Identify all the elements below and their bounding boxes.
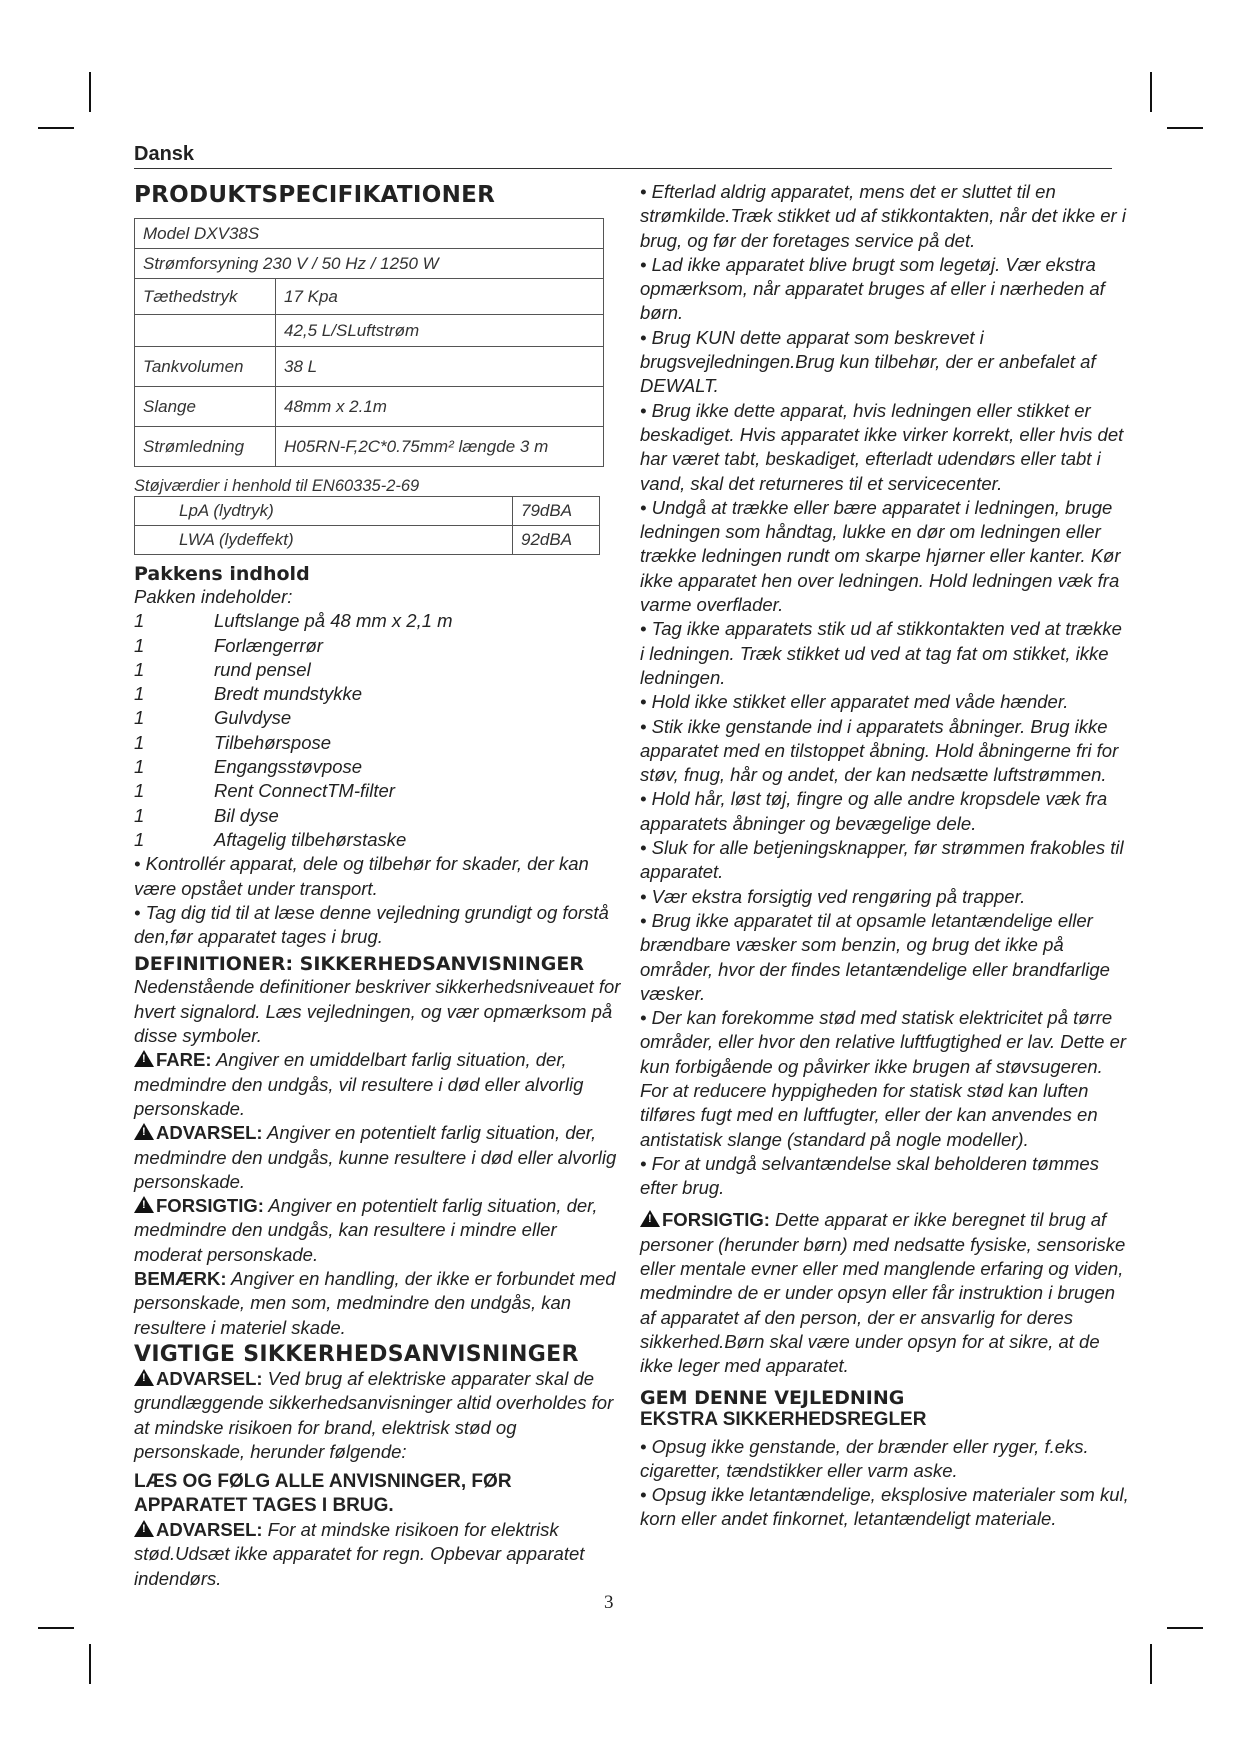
- warning-icon: [134, 1123, 154, 1140]
- list-item: [134, 779, 624, 803]
- safety-bullet: • Sluk for alle betjeningsknapper, før strømmen frakobles til apparatet.: [640, 837, 1124, 883]
- forsigtig-definition: [134, 1194, 624, 1267]
- item-name: Gulvdyse: [214, 707, 292, 729]
- package-intro: Pakken indeholder:: [134, 586, 293, 607]
- spec-value: 48mm x 2.1m: [276, 387, 604, 427]
- warning-icon: [134, 1520, 154, 1537]
- item-qty: 1: [134, 634, 145, 656]
- spec-label: Strømledning: [135, 427, 276, 467]
- safety-bullet: • Brug KUN dette apparat som beskrevet i brugsvejledningen.Brug kun tilbehør, der er anbefalet af DEWALT.: [640, 326, 1096, 397]
- fare-text: Angiver en umiddelbart farlig situation, der, medmindre den undgås, vil resultere i død eller alvorlig personskade.: [134, 1049, 584, 1119]
- spec-value: 38 L: [276, 347, 604, 387]
- noise-value: 79dBA: [513, 497, 600, 526]
- crop-mark: [1167, 1627, 1203, 1629]
- header-rule: [134, 168, 1112, 169]
- spec-label: Tæthedstryk: [135, 279, 276, 315]
- crop-mark: [89, 72, 91, 112]
- crop-mark: [89, 1644, 91, 1684]
- item-name: Rent ConnectTM-filter: [214, 780, 395, 802]
- table-row: [135, 279, 604, 315]
- list-item: [134, 706, 624, 730]
- important-title: VIGTIGE SIKKERHEDSANVISNINGER: [134, 1341, 579, 1367]
- safety-bullet: • Hold ikke stikket eller apparatet med våde hænder.: [640, 691, 1069, 713]
- item-qty: 1: [134, 756, 145, 778]
- warning-label: ADVARSEL:: [156, 1519, 263, 1541]
- item-qty: 1: [134, 780, 145, 802]
- definitions-intro: Nedenstående definitioner beskriver sikkerhedsniveauet for hvert signalord. Læs vejledningen, og vær opmærksom på disse symboler.: [134, 976, 621, 1047]
- forsigtig-label: FORSIGTIG:: [156, 1195, 264, 1217]
- item-qty: 1: [134, 658, 145, 680]
- safety-bullet: • Lad ikke apparatet blive brugt som legetøj. Vær ekstra opmærksom, når apparatet bruges af eller i nærheden af børn.: [640, 253, 1105, 324]
- caution-text: Dette apparat er ikke beregnet til brug af personer (herunder børn) med nedsatte fysiske, sensoriske eller mentale evner eller med manglende erfaring og viden, medmindre de er under opsyn eller får instruktion i brugen af apparatet af den person, der er ansvarlig for deres sikkerhed.Børn skal være under opsyn for at sikre, at de ikke leger med apparatet.: [640, 1209, 1126, 1377]
- table-row: [135, 387, 604, 427]
- noise-label: LpA (lydtryk): [135, 497, 513, 526]
- spec-label: [135, 315, 276, 347]
- caution-label: FORSIGTIG:: [662, 1209, 770, 1231]
- save-instructions-heading: GEM DENNE VEJLEDNING: [640, 1386, 905, 1409]
- item-qty: 1: [134, 828, 145, 850]
- check-paragraph: • Tag dig tid til at læse denne vejledning grundigt og forstå den,før apparatet tages i brug.: [134, 901, 609, 948]
- table-row: [135, 315, 604, 347]
- noise-value: 92dBA: [513, 526, 600, 555]
- item-name: Engangsstøvpose: [214, 756, 363, 778]
- package-title: Pakkens indhold: [134, 563, 310, 585]
- bemaerk-label: BEMÆRK:: [134, 1268, 227, 1290]
- advarsel-definition: [134, 1121, 624, 1194]
- list-item: [134, 658, 624, 682]
- list-item: [134, 609, 624, 633]
- item-name: Forlængerrør: [214, 634, 323, 656]
- safety-bullet: • For at undgå selvantændelse skal beholderen tømmes efter brug.: [640, 1152, 1099, 1199]
- spec-label: Slange: [135, 387, 276, 427]
- definitions-title: DEFINITIONER: SIKKERHEDSANVISNINGER: [134, 953, 584, 976]
- crop-mark: [1150, 1644, 1152, 1684]
- language-header: Dansk: [134, 143, 195, 165]
- caution-paragraph: [640, 1208, 1130, 1378]
- warning-paragraph: [134, 1518, 624, 1591]
- item-name: Bredt mundstykke: [214, 683, 363, 705]
- table-row: [135, 347, 604, 387]
- item-qty: 1: [134, 683, 145, 705]
- list-item: [134, 634, 624, 658]
- item-name: Luftslange på 48 mm x 2,1 m: [214, 610, 453, 632]
- item-qty: 1: [134, 610, 145, 632]
- left-column: [134, 178, 624, 1591]
- advarsel-label: ADVARSEL:: [156, 1122, 263, 1144]
- warning-icon: [134, 1050, 154, 1067]
- check-paragraph: • Kontrollér apparat, dele og tilbehør for skader, der kan være opstået under transport.: [134, 853, 589, 899]
- safety-bullet: • Hold hår, løst tøj, fingre og alle andre kropsdele væk fra apparatets åbninger og bevægelige dele.: [640, 788, 1108, 834]
- list-item: [134, 755, 624, 779]
- safety-bullet: • Brug ikke apparatet til at opsamle letantændelige eller brændbare væsker som benzin, og brug det ikke på områder, hvor der findes letantændelige eller brandfarlige væsker.: [640, 909, 1110, 1004]
- bemaerk-text: Angiver en handling, der ikke er forbundet med personskade, men som, medmindre den undgås, kan resultere i materiel skade.: [134, 1268, 616, 1338]
- read-instructions-heading: LÆS OG FØLG ALLE ANVISNINGER, FØR APPARATET TAGES I BRUG.: [134, 1471, 512, 1517]
- item-qty: 1: [134, 804, 145, 826]
- extra-rules-heading: EKSTRA SIKKERHEDSREGLER: [640, 1408, 927, 1430]
- list-item: [134, 731, 624, 755]
- safety-bullet: • Vær ekstra forsigtig ved rengøring på trapper.: [640, 885, 1026, 907]
- safety-bullet: • Brug ikke dette apparat, hvis ledningen eller stikket er beskadiget. Hvis apparatet ikke virker korrekt, eller hvis det har været tabt, beskadiget, efterladt udendørs eller tabt i vand, skal det returneres til et servicecenter.: [640, 399, 1124, 494]
- spec-value: H05RN-F,2C*0.75mm² længde 3 m: [276, 427, 604, 467]
- spec-title: PRODUKTSPECIFIKATIONER: [134, 182, 496, 208]
- warning-label: ADVARSEL:: [156, 1367, 263, 1389]
- forsigtig-text: Angiver en potentielt farlig situation, der, medmindre den undgås, kan resultere i mindre eller moderat personskade.: [134, 1195, 598, 1265]
- safety-bullet: • Stik ikke genstande ind i apparatets åbninger. Brug ikke apparatet med en tilstoppet åbning. Hold åbningerne fri for støv, fnug, hår og andet, der kan nedsætte luftstrømmen.: [640, 715, 1119, 786]
- list-item: [134, 804, 624, 828]
- safety-bullet: • Der kan forekomme stød med statisk elektricitet på tørre områder, eller hvor den relative luftfugtighed er lav. Dette er kun forbigående og påvirker ikke brugen af støvsugeren. For at reducere hyppigheden for statisk stød kan luften tilføres fugt med en luftfugter, eller der kan anvendes en antistatisk slange (standard på nogle modeller).: [640, 1007, 1127, 1150]
- extra-bullet: • Opsug ikke letantændelige, eksplosive materialer som kul, korn eller andet finkornet, letantændeligt materiale.: [640, 1484, 1129, 1530]
- noise-label: LWA (lydeffekt): [135, 526, 513, 555]
- table-row: [135, 427, 604, 467]
- safety-bullet: • Undgå at trække eller bære apparatet i ledningen, bruge ledningen som håndtag, lukke en dør om ledningen eller trække ledningen rundt om skarpe hjørner eller kanter. Kør ikke apparatet hen over ledningen. Hold ledningen væk fra varme overflader.: [640, 496, 1121, 616]
- package-list: [134, 609, 624, 852]
- spec-label: Tankvolumen: [135, 347, 276, 387]
- warning-text: Ved brug af elektriske apparater skal de grundlæggende sikkerhedsanvisninger altid overholdes for at mindske risikoen for brand, elektrisk stød og personskade, herunder følgende:: [134, 1367, 614, 1462]
- noise-table: [134, 496, 600, 555]
- item-name: Bil dyse: [214, 804, 279, 826]
- item-qty: 1: [134, 731, 145, 753]
- bemaerk-definition: [134, 1267, 624, 1340]
- item-qty: 1: [134, 707, 145, 729]
- table-row: [135, 219, 604, 249]
- crop-mark: [38, 1627, 74, 1629]
- spec-value: 42,5 L/SLuftstrøm: [276, 315, 604, 347]
- safety-bullet: • Tag ikke apparatets stik ud af stikkontakten ved at trække i ledningen. Træk stikket ud ved at tag fat om stikket, ikke ledningen.: [640, 618, 1122, 688]
- warning-icon: [640, 1210, 660, 1227]
- list-item: [134, 682, 624, 706]
- spec-label: Model DXV38S: [135, 219, 604, 249]
- spec-value: 17 Kpa: [276, 279, 604, 315]
- spec-table: [134, 218, 604, 467]
- warning-icon: [134, 1369, 154, 1386]
- list-item: [134, 828, 624, 852]
- spec-label: Strømforsyning 230 V / 50 Hz / 1250 W: [135, 249, 604, 279]
- fare-label: FARE:: [156, 1049, 212, 1071]
- warning-text: For at mindske risikoen for elektrisk stød.Udsæt ikke apparatet for regn. Opbevar apparatet indendørs.: [134, 1519, 585, 1589]
- crop-mark: [38, 127, 74, 129]
- extra-bullet: • Opsug ikke genstande, der brænder eller ryger, f.eks. cigaretter, tændstikker eller varm aske.: [640, 1435, 1089, 1481]
- item-name: rund pensel: [214, 658, 311, 680]
- warning-paragraph: [134, 1367, 624, 1464]
- table-row: [135, 497, 600, 526]
- table-row: [135, 526, 600, 555]
- fare-definition: [134, 1048, 624, 1121]
- page-number: 3: [604, 1592, 614, 1613]
- warning-icon: [134, 1196, 154, 1213]
- crop-mark: [1167, 127, 1203, 129]
- item-name: Aftagelig tilbehørstaske: [214, 828, 407, 850]
- advarsel-text: Angiver en potentielt farlig situation, der, medmindre den undgås, kunne resultere i død eller alvorlig personskade.: [134, 1122, 617, 1192]
- safety-bullet: • Efterlad aldrig apparatet, mens det er sluttet til en strømkilde.Træk stikket ud af stikkontakten, når det ikke er i brug, og før der foretages service på det.: [640, 181, 1126, 251]
- right-column: [640, 180, 1130, 1532]
- item-name: Tilbehørspose: [214, 731, 332, 753]
- crop-mark: [1150, 72, 1152, 112]
- table-row: [135, 249, 604, 279]
- noise-caption: Støjværdier i henhold til EN60335-2-69: [134, 477, 420, 495]
